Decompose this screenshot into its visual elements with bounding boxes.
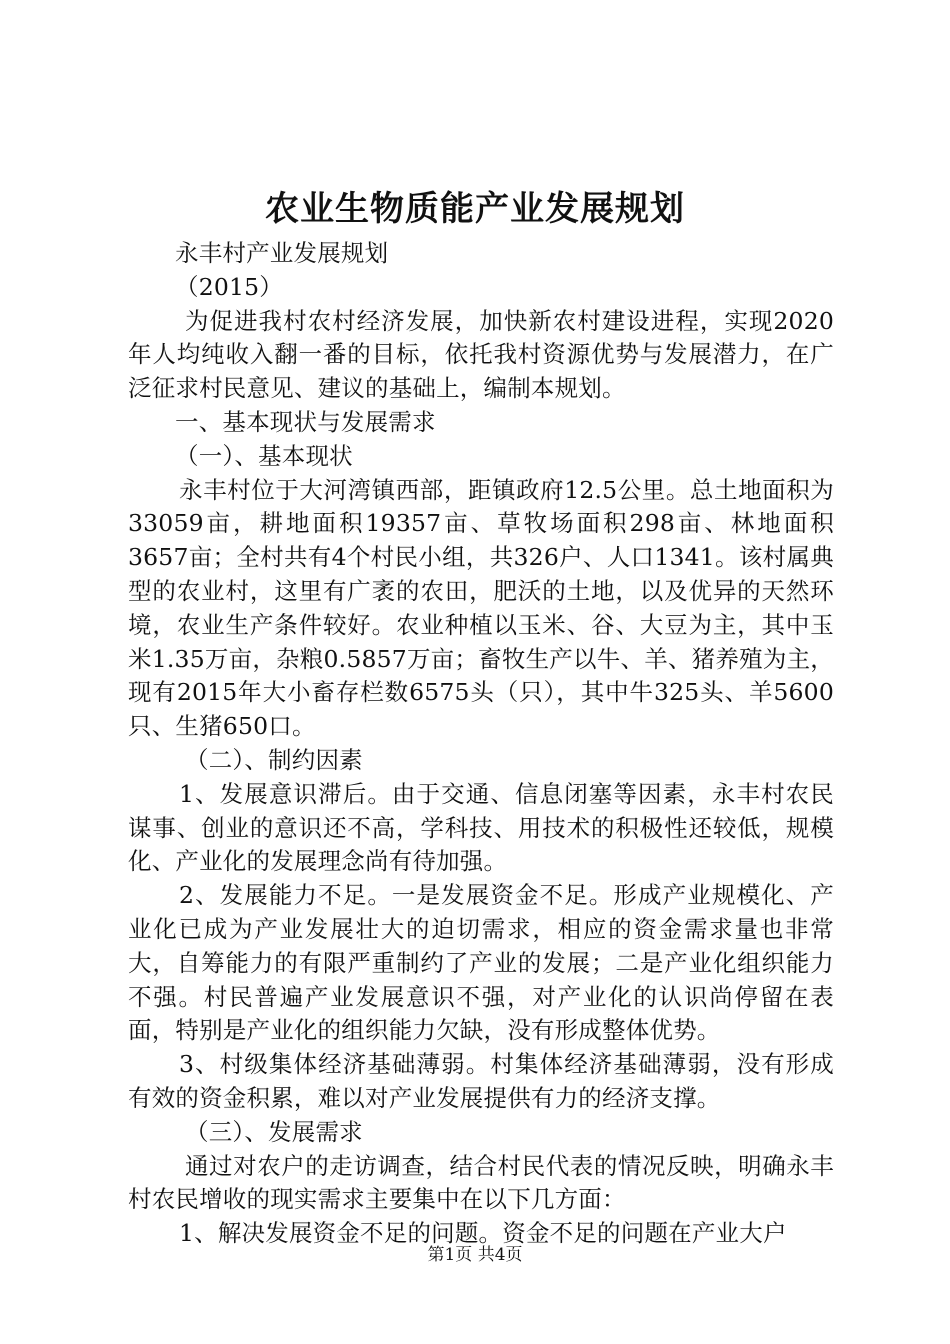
- document-body: [128, 237, 834, 1251]
- section-heading-1: 一、基本现状与发展需求: [175, 407, 436, 436]
- demand-paragraph-1: 1、解决发展资金不足的问题。资金不足的问题在产业大户: [179, 1219, 787, 1248]
- intro-paragraph: 为促进我村农村经济发展，加快新农村建设进程，实现2020年人均纯收入翻一番的目标，依托我村资源优势与发展潜力，在广泛征求村民意见、建议的基础上，编制本规划。: [128, 306, 834, 403]
- document-title: 农业生物质能产业发展规划: [265, 189, 685, 229]
- demand-intro-paragraph: 通过对农户的走访调查，结合村民代表的情况反映，明确永丰村农民增收的现实需求主要集中在以下几方面：: [128, 1151, 834, 1214]
- status-paragraph: 永丰村位于大河湾镇西部，距镇政府12.5公里。总土地面积为33059亩，耕地面积19357亩、草牧场面积298亩、林地面积3657亩；全村共有4个村民小组，共326户、人口1341。该村属典型的农业村，这里有广袤的农田，肥沃的土地，以及优异的天然环境，农业生产条件较好。农业种植以玉米、谷、大豆为主，其中玉米1.35万亩，杂粮0.5857万亩；畜牧生产以牛、羊、猪养殖为主，现有2015年大小畜存栏数6575头（只），其中牛325头、羊5600只、生猪650口。: [128, 475, 834, 741]
- constraint-paragraph-3: 3、村级集体经济基础薄弱。村集体经济基础薄弱，没有形成有效的资金积累，难以对产业发展提供有力的经济支撑。: [128, 1050, 834, 1112]
- subsection-heading-3: （三）、发展需求: [185, 1117, 363, 1146]
- page-footer: 第1页 共4页: [427, 1245, 523, 1265]
- subsection-heading-2: （二）、制约因素: [185, 745, 363, 774]
- subtitle-year: （2015）: [175, 272, 284, 301]
- constraint-paragraph-1: 1、发展意识滞后。由于交通、信息闭塞等因素，永丰村农民谋事、创业的意识还不高，学科技、用技术的积极性还较低，规模化、产业化的发展理念尚有待加强。: [128, 779, 834, 876]
- subsection-heading-1: （一）、基本现状: [175, 441, 353, 470]
- constraint-paragraph-2: 2、发展能力不足。一是发展资金不足。形成产业规模化、产业化已成为产业发展壮大的迫切需求，相应的资金需求量也非常大，自筹能力的有限严重制约了产业的发展；二是产业化组织能力不强。村民普遍产业发展意识不强，对产业化的认识尚停留在表面，特别是产业化的组织能力欠缺，没有形成整体优势。: [128, 881, 834, 1045]
- subtitle-village-plan: 永丰村产业发展规划: [175, 239, 389, 267]
